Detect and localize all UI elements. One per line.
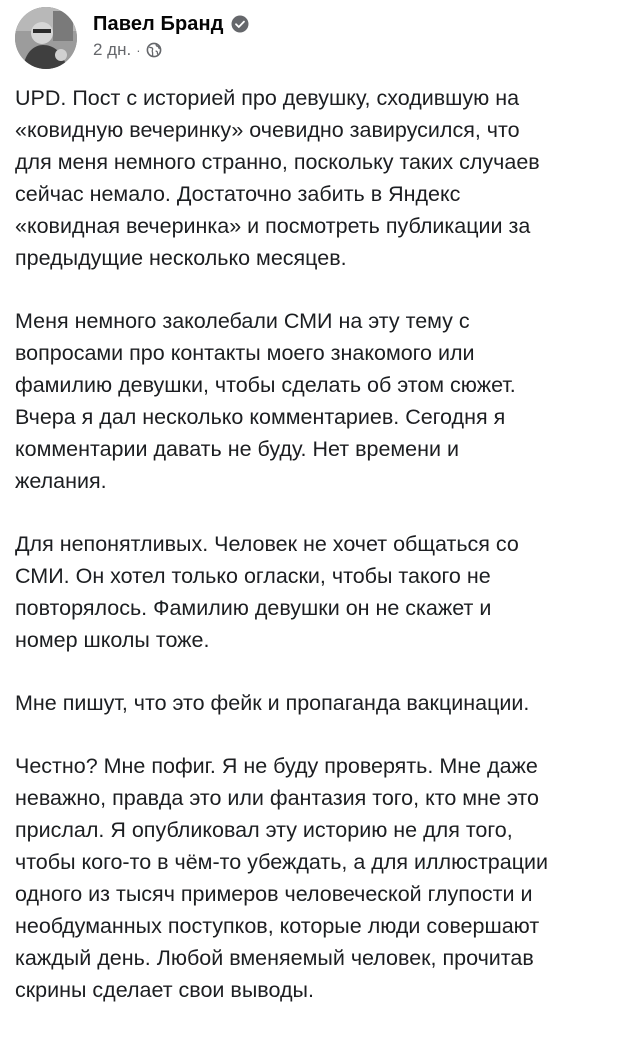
- text-line: одного из тысяч примеров человеческой глупости и: [15, 882, 533, 906]
- post-paragraph: [15, 305, 615, 497]
- avatar[interactable]: [15, 7, 77, 69]
- text-line: неважно, правда это или фантазия того, кто мне это: [15, 786, 539, 810]
- text-line: предыдущие несколько месяцев.: [15, 246, 347, 270]
- text-line: Для непонятливых. Человек не хочет общаться со: [15, 532, 519, 556]
- post-header: [15, 7, 249, 71]
- text-line: номер школы тоже.: [15, 628, 210, 652]
- text-line: фамилию девушки, чтобы сделать об этом сюжет.: [15, 373, 516, 397]
- text-line: чтобы кого-то в чём-то убеждать, а для иллюстрации: [15, 850, 549, 874]
- post-paragraph: [15, 750, 615, 1006]
- post-meta: [93, 7, 249, 60]
- text-line: повторялось. Фамилию девушки он не скажет и: [15, 596, 492, 620]
- text-line: скрины сделает свои выводы.: [15, 978, 314, 1002]
- text-line: желания.: [15, 469, 107, 493]
- globe-icon[interactable]: [146, 42, 162, 58]
- text-line: Мне пишут, что это фейк и пропаганда вакцинации.: [15, 691, 530, 715]
- avatar-photo-icon: [15, 7, 77, 69]
- author-row: [93, 11, 249, 37]
- text-line: прислал. Я опубликовал эту историю не для того,: [15, 818, 513, 842]
- post-paragraph: [15, 687, 615, 719]
- text-line: «ковидная вечеринка» и посмотреть публикации за: [15, 214, 531, 238]
- post-paragraph: [15, 82, 615, 274]
- post-body: [15, 82, 615, 1037]
- text-line: для меня немного странно, поскольку таких случаев: [15, 150, 540, 174]
- separator-dot: ·: [136, 42, 141, 58]
- post-timestamp[interactable]: 2 дн.: [93, 40, 132, 59]
- text-line: «ковидную вечеринку» очевидно завирусился, что: [15, 118, 520, 142]
- post-subline: [93, 40, 249, 60]
- verified-badge-icon: [231, 15, 249, 33]
- text-line: Вчера я дал несколько комментариев. Сегодня я: [15, 405, 506, 429]
- text-line: Меня немного заколебали СМИ на эту тему с: [15, 309, 470, 333]
- text-line: сейчас немало. Достаточно забить в Яндекс: [15, 182, 461, 206]
- text-line: UPD. Пост с историей про девушку, сходившую на: [15, 86, 520, 110]
- text-line: СМИ. Он хотел только огласки, чтобы такого не: [15, 564, 491, 588]
- text-line: вопросами про контакты моего знакомого или: [15, 341, 475, 365]
- text-line: Честно? Мне пофиг. Я не буду проверять. Мне даже: [15, 754, 538, 778]
- author-name[interactable]: Павел Бранд: [93, 12, 224, 35]
- text-line: каждый день. Любой вменяемый человек, прочитав: [15, 946, 534, 970]
- text-line: необдуманных поступков, которые люди совершают: [15, 914, 540, 938]
- post-paragraph: [15, 528, 615, 656]
- text-line: комментарии давать не буду. Нет времени и: [15, 437, 460, 461]
